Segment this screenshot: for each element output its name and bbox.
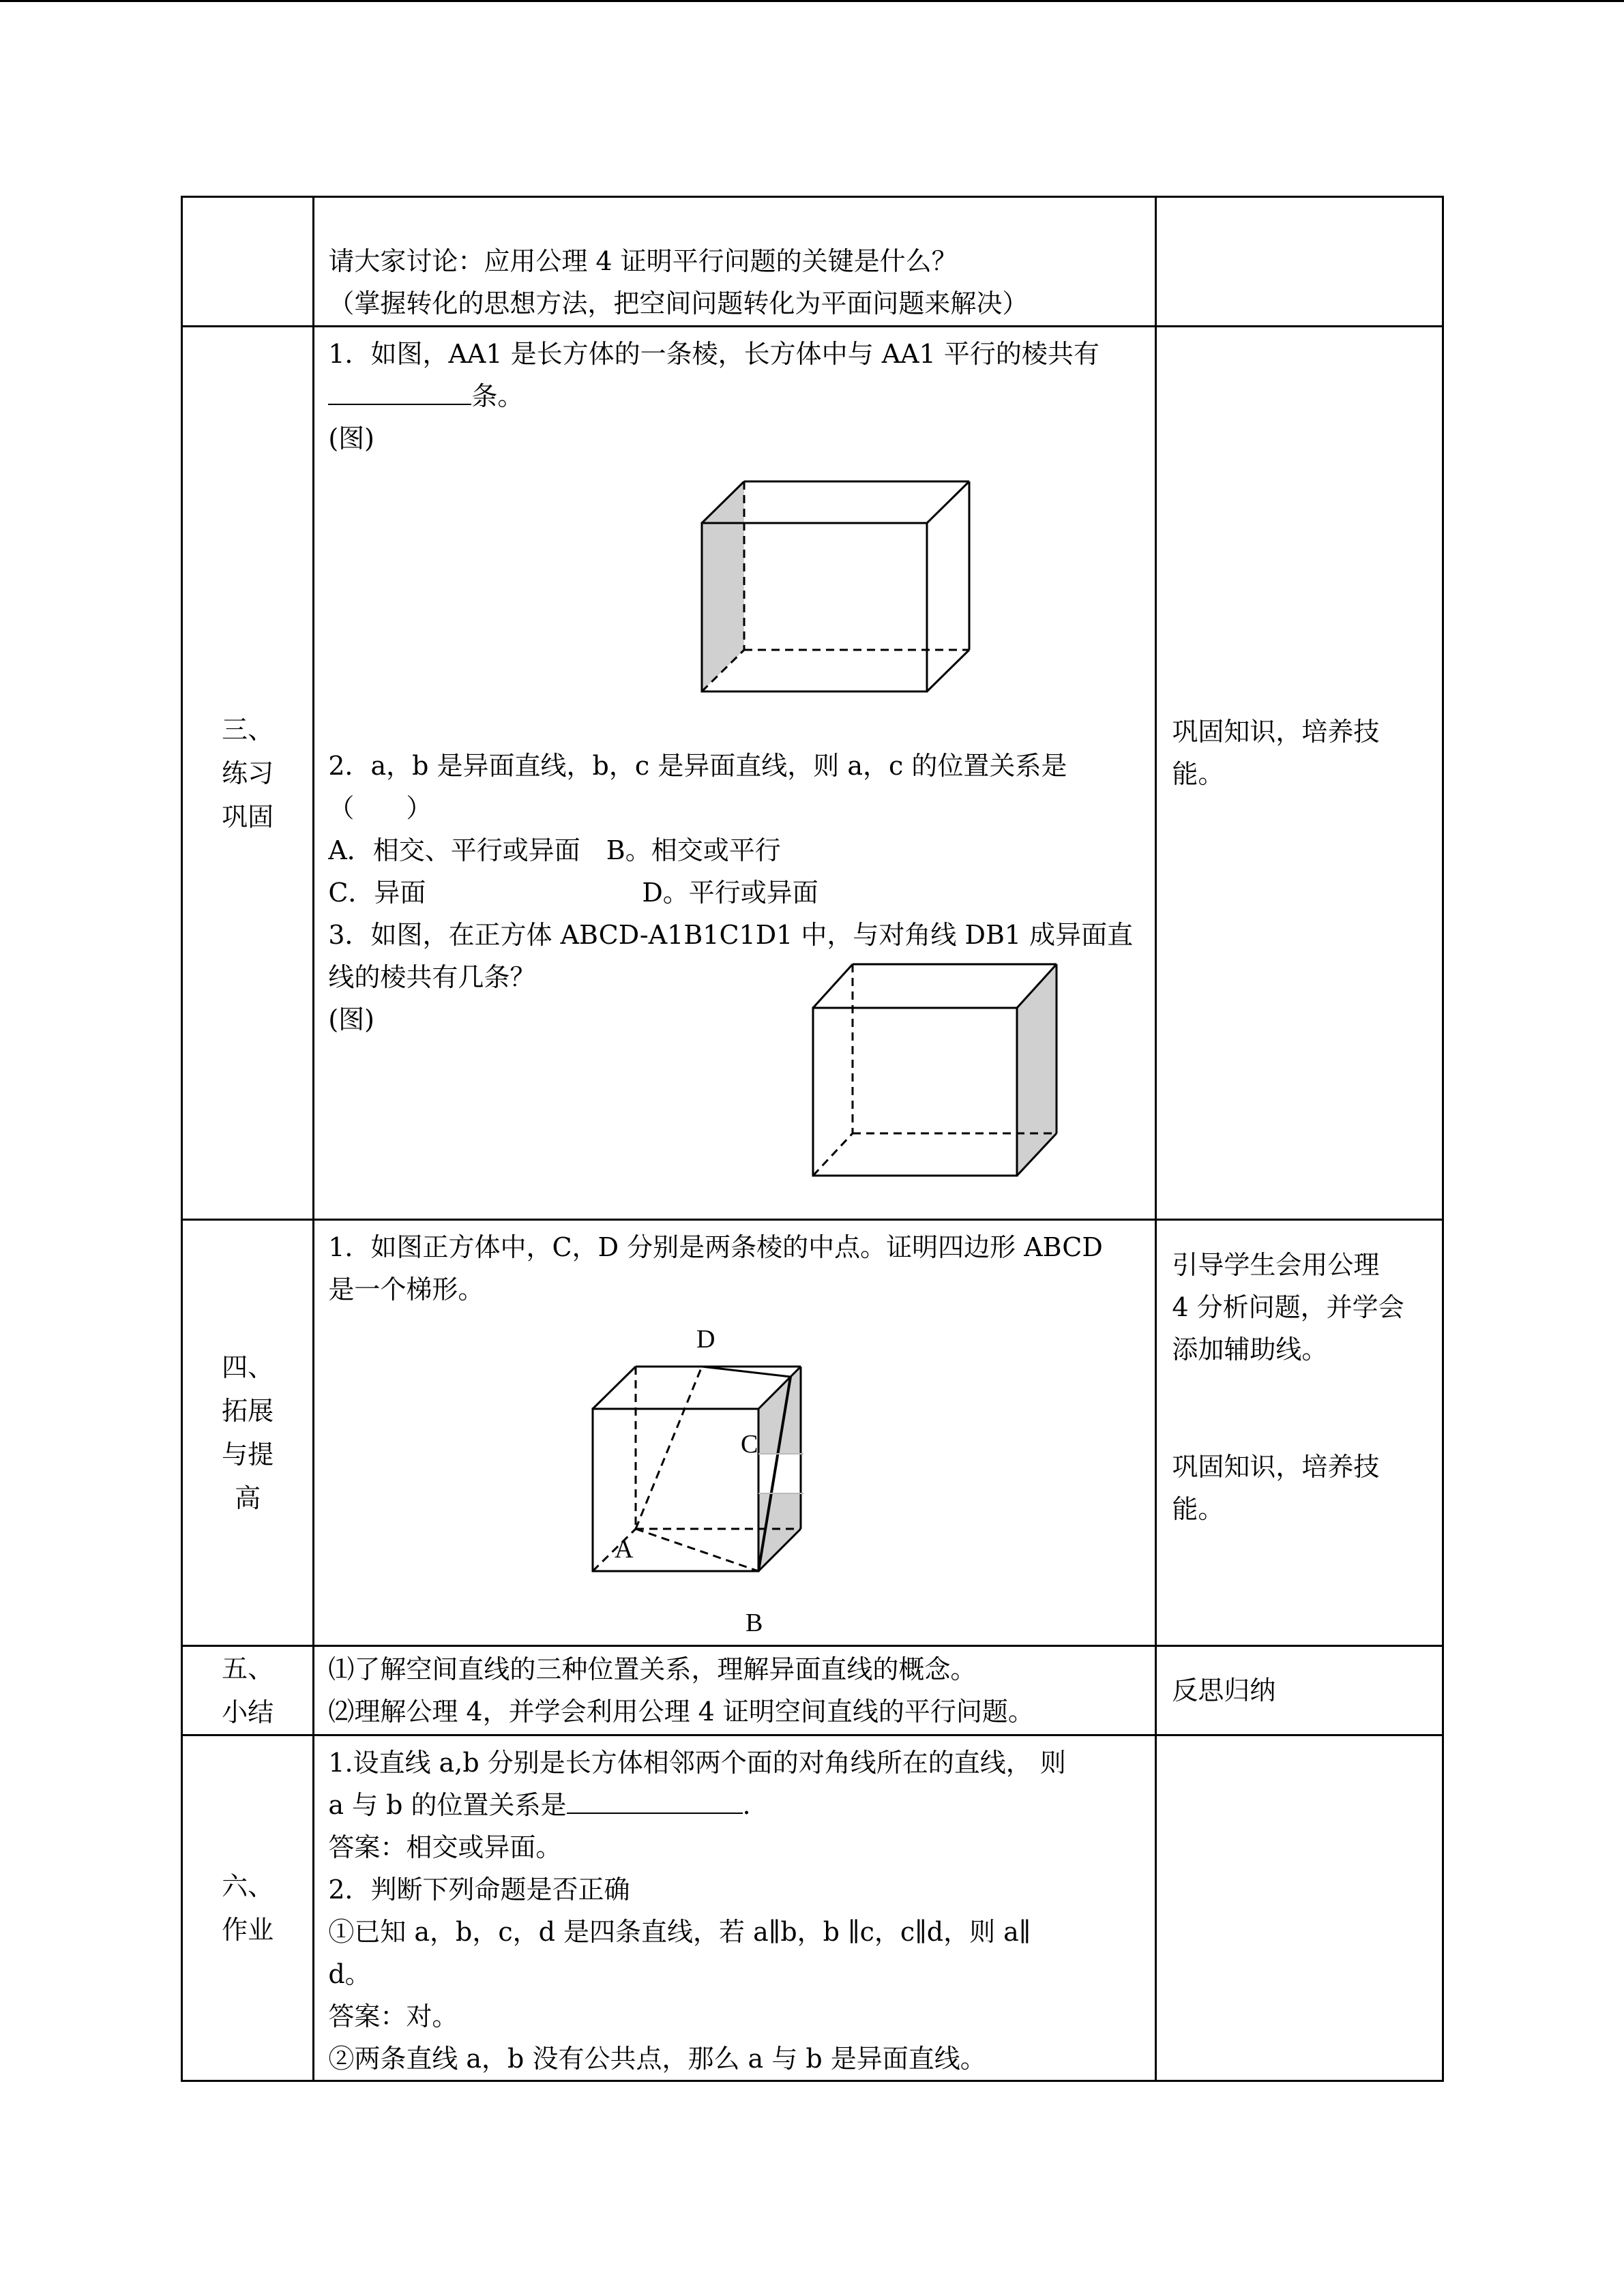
label-c: C <box>741 1430 758 1459</box>
practice-section-label: 三、练习巩固 <box>222 714 274 832</box>
practice-note-line2: 能。 <box>1172 758 1224 789</box>
homework-q1-line2 <box>328 1784 1145 1826</box>
discussion-note-cell <box>1156 197 1443 327</box>
homework-q1-prefix: a 与 b 的位置关系是 <box>328 1790 567 1820</box>
discussion-content-cell <box>314 197 1156 327</box>
summary-point-2: ⑵理解公理 4，并学会利用公理 4 证明空间直线的平行问题。 <box>328 1697 1034 1727</box>
practice-content-cell <box>314 327 1156 1220</box>
extension-section-label: 四、拓展与提高 <box>222 1352 274 1513</box>
extension-question-cont: 是一个梯形。 <box>328 1274 484 1304</box>
summary-content-cell <box>314 1646 1156 1735</box>
homework-content-cell <box>314 1735 1156 2081</box>
extension-note-a-line3: 添加辅助线。 <box>1172 1335 1328 1365</box>
option-c: C．异面 <box>328 878 426 908</box>
practice-q1-figure-caption: (图) <box>328 423 374 453</box>
label-d: D <box>696 1325 715 1354</box>
practice-q3-text: 3．如图，在正方体 ABCD-A1B1C1D1 中，与对角线 DB1 成异面直 <box>328 920 1134 950</box>
extension-note-a-line1: 引导学生会用公理 <box>1172 1250 1380 1280</box>
option-d: D。平行或异面 <box>642 878 818 908</box>
homework-q2-item1-cont: d。 <box>328 1959 371 1989</box>
homework-q1-answer: 答案：相交或异面。 <box>328 1832 562 1862</box>
practice-note-line1: 巩固知识，培养技 <box>1172 716 1380 747</box>
lesson-plan-table <box>181 196 1444 2082</box>
discussion-row <box>182 197 1443 327</box>
extension-note-a-line2: 4 分析问题，并学会 <box>1172 1292 1404 1322</box>
practice-q1-answer-line <box>328 375 1145 417</box>
practice-q2-parens: （ ） <box>328 793 432 823</box>
homework-note-cell <box>1156 1735 1443 2081</box>
answer-blank <box>567 1812 743 1814</box>
homework-q2-text: 2．判断下列命题是否正确 <box>328 1875 630 1905</box>
homework-q1-suffix: . <box>742 1790 751 1820</box>
homework-q2-item1: ①已知 a，b，c，d 是四条直线，若 a∥b，b ∥c，c∥d，则 a∥ <box>328 1917 1031 1947</box>
discussion-section-cell <box>182 197 314 327</box>
practice-q3-text-cont: 线的棱共有几条？ <box>328 962 536 992</box>
extension-note-b-line1: 巩固知识，培养技 <box>1172 1452 1380 1482</box>
extension-content-cell <box>314 1220 1156 1646</box>
homework-section-label: 六、作业 <box>222 1871 274 1945</box>
homework-row <box>182 1735 1443 2081</box>
homework-section-cell <box>182 1735 314 2081</box>
label-b: B <box>745 1609 763 1637</box>
label-a: A <box>615 1535 634 1564</box>
practice-q2-text: 2．a，b 是异面直线，b，c 是异面直线，则 a，c 的位置关系是 <box>328 751 1067 781</box>
extension-section-cell <box>182 1220 314 1646</box>
practice-q2-options-cd <box>328 871 1145 914</box>
practice-q1-text: 1．如图，AA1 是长方体的一条棱，长方体中与 AA1 平行的棱共有 <box>328 339 1099 369</box>
summary-section-cell <box>182 1646 314 1735</box>
extension-question: 1．如图正方体中，C，D 分别是两条棱的中点。证明四边形 ABCD <box>328 1232 1103 1262</box>
discussion-question: 请大家讨论：应用公理 4 证明平行问题的关键是什么？ <box>328 246 958 276</box>
extension-note-cell <box>1156 1220 1443 1646</box>
option-a: A．相交、平行或异面 <box>328 835 580 865</box>
homework-q1-text: 1.设直线 a,b 分别是长方体相邻两个面的对角线所在的直线， 则 <box>328 1748 1066 1778</box>
summary-point-1: ⑴了解空间直线的三种位置关系，理解异面直线的概念。 <box>328 1654 977 1684</box>
trapezoid-cube-figure <box>328 1311 1147 1637</box>
top-border-rule <box>0 0 1624 2</box>
practice-q2-options-ab <box>328 829 1145 871</box>
option-b: B。相交或平行 <box>606 835 781 865</box>
practice-section-cell <box>182 327 314 1220</box>
summary-note: 反思归纳 <box>1172 1675 1276 1705</box>
summary-section-label: 五、小结 <box>222 1654 274 1727</box>
practice-q1-suffix: 条。 <box>471 381 524 411</box>
practice-q3-figure-caption: (图) <box>328 1004 374 1034</box>
summary-row <box>182 1646 1443 1735</box>
extension-note-b-line2: 能。 <box>1172 1494 1224 1524</box>
homework-q2-item2: ②两条直线 a，b 没有公共点，那么 a 与 b 是异面直线。 <box>328 2044 986 2074</box>
homework-q2-item1-answer: 答案：对。 <box>328 2001 458 2031</box>
cuboid-figure <box>328 460 1147 719</box>
practice-row <box>182 327 1443 1220</box>
practice-note-cell <box>1156 327 1443 1220</box>
extension-row <box>182 1220 1443 1646</box>
answer-blank <box>328 403 471 405</box>
summary-note-cell <box>1156 1646 1443 1735</box>
discussion-hint: （掌握转化的思想方法，把空间问题转化为平面问题来解决） <box>328 288 1029 318</box>
